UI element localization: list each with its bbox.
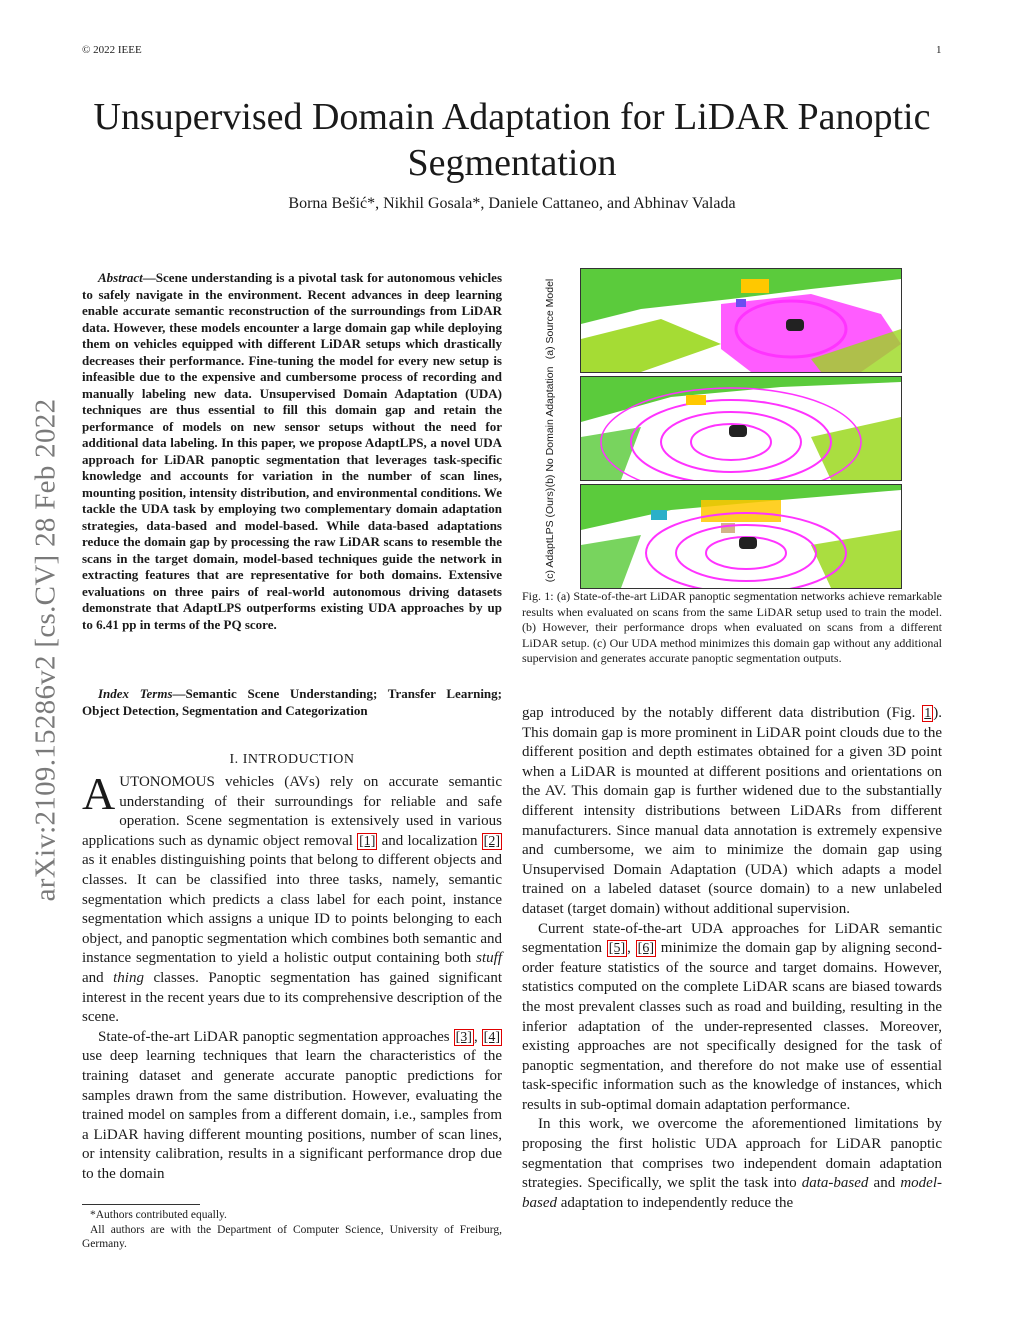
term-thing: thing (113, 969, 144, 986)
term-model-based: model-based (522, 1175, 942, 1211)
intro-text-span: and localization (377, 832, 482, 849)
panel-label-a (530, 268, 570, 371)
right-column-body (522, 704, 942, 1213)
body-text-span: Current state-of-the-art UDA approaches for LiDAR semantic segmentation (522, 920, 942, 957)
intro-text-span: State-of-the-art LiDAR panoptic segmentation approaches (98, 1028, 454, 1045)
figure-ref-link[interactable]: 1 (924, 706, 932, 721)
intro-paragraph-2 (82, 1028, 502, 1185)
body-text-span: ). This domain gap is more prominent in LiDAR point clouds due to the different position and depth estimates obtained for a given 3D point when a LiDAR is mounted at different positions and orientations on the AV. This domain gap is further widened due to the substantially different intensity distributions between LiDARs from different manufacturers. Since manual data annotation is extremely expensive and cumbersome, we aim to minimize the domain gap using Unsupervised Domain Adaptation (UDA) which adapts a model trained on a labeled dataset (source domain) to a new unlabeled dataset (target domain) without additional supervision. (522, 705, 942, 917)
panel-adaptlps (580, 484, 902, 589)
right-paragraph-2 (522, 920, 942, 1116)
intro-text-span: , (473, 1028, 482, 1045)
body-text-span: and (868, 1175, 901, 1192)
body-text-span: In this work, we overcome the aforementioned limitations by proposing the first holistic UDA approach for LiDAR panoptic segmentation that comprises two independent domain adaptation strategies. Specifically, we split the task into (522, 1116, 942, 1192)
author-list: Borna Bešić*, Nikhil Gosala*, Daniele Cattaneo, and Abhinav Valada (288, 195, 736, 212)
lidar-scan-image (581, 377, 901, 480)
introduction-body (82, 768, 502, 1184)
right-paragraph-1 (522, 704, 942, 920)
panel-no-adaptation (580, 376, 902, 481)
citation-link[interactable]: [2] (483, 833, 500, 849)
footnotes (82, 1208, 502, 1252)
abstract-text: —Scene understanding is a pivotal task for autonomous vehicles to safely navigate in the environment. Recent advances in deep learning enable accurate semantic reconstruction of the surroundings from LiDAR data. However, these models encounter a large domain gap while deploying them on vehicles equipped with different LiDAR setups which drastically decreases their performance. Fine-tuning the model for every new setup is infeasible due to the expensive and cumbersome process of recording and manually labeling new data. Unsupervised Domain Adaptation (UDA) techniques are thus essential to fill this domain gap and retain the performance of models on new sensor setups without the need for additional data labeling. In this paper, we propose AdaptLPS, a novel UDA approach for LiDAR panoptic segmentation that leverages task-specific knowledge and accounts for variation in the number of scan lines, mounting position, intensity distribution, and environmental conditions. We tackle the UDA task by employing two complementary domain adaptation strategies, data-based and model-based. While data-based adaptations reduce the domain gap by processing the raw LiDAR scans to resemble the scans in the target domain, model-based techniques guide the network in extracting features that are representative for both domains. Extensive evaluations on three pairs of real-world autonomous driving datasets demonstrate that AdaptLPS outperforms existing UDA approaches by up to 6.41 pp in terms of the PQ score. (82, 270, 502, 632)
intro-text-span: as it enables distinguishing points that belong to different objects and classes. It can be classified into three tasks, namely, semantic segmentation which predicts a class label for each point, instance segmentation which assigns a unique ID to points belonging to each object, and panoptic segmentation which combines both semantic and instance segmentation to yield a holistic output containing both (82, 852, 502, 967)
panel-label-b (530, 366, 570, 488)
arxiv-identifier: arXiv:2109.15286v2 [cs.CV] 28 Feb 2022 (29, 398, 62, 902)
footnote-rule (82, 1204, 200, 1205)
drop-cap: A (82, 768, 116, 819)
intro-text-span: vehicles (AVs) rely on accurate semantic understanding of their surroundings for reliable and safe operation. Scene segmentation is extensively used in various applications such as dynamic object removal (82, 774, 502, 849)
citation-link[interactable]: [4] (483, 1029, 500, 1045)
term-data-based: data-based (801, 1175, 869, 1192)
panel-label-c (530, 484, 570, 587)
body-text-span: , (627, 940, 636, 957)
footnote-affiliation: All authors are with the Department of Computer Science, University of Freiburg, Germany. (82, 1223, 502, 1250)
index-terms-text: —Semantic Scene Understanding; Transfer Learning; Object Detection, Segmentation and Categorization (82, 686, 502, 718)
index-terms-label: Index Terms (98, 686, 173, 701)
section-title-rest: NTRODUCTION (247, 752, 355, 767)
intro-paragraph-1 (82, 768, 502, 1028)
panel-label-text: (b) No Domain Adaptation (544, 366, 556, 488)
panel-source-model (580, 268, 902, 373)
section-title-first: I (242, 752, 248, 767)
intro-text-span: and (82, 969, 114, 986)
panel-label-text: (a) Source Model (544, 278, 556, 360)
citation-link[interactable]: [5] (608, 941, 626, 957)
body-text-span: adaptation to independently reduce the (557, 1194, 794, 1211)
intro-text-span: classes. Panoptic segmentation has gained significant interest in the recent years due to its comprehensive description of the scene. (82, 969, 502, 1026)
section-heading (82, 752, 502, 768)
citation-link[interactable]: [1] (359, 833, 376, 849)
index-terms (82, 686, 502, 719)
lidar-scan-image (581, 485, 901, 588)
citation-link[interactable]: [3] (455, 1029, 472, 1045)
abstract (82, 270, 502, 633)
body-text-span: minimize the domain gap by aligning second-order feature statistics of the source and target domains. However, statistics computed on the complete LiDAR scans are biased towards the most prevalent classes such as road and building, resulting in the inferior adaptation of the under-represented classes. Moreover, existing approaches are not specifically designed for the task of panoptic segmentation, and therefore do not make use of essential task-specific information such as the knowledge of instances, which results in sub-optimal domain adaptation performance. (522, 940, 942, 1113)
copyright-notice: © 2022 IEEE (82, 44, 142, 56)
abstract-label: Abstract (98, 270, 143, 285)
paper-title: Unsupervised Domain Adaptation for LiDAR Panoptic Segmentation (93, 96, 931, 184)
intro-caps: UTONOMOUS (119, 774, 215, 790)
panel-label-text: (c) AdaptLPS (Ours) (544, 487, 556, 583)
intro-text-span: use deep learning techniques that learn the characteristics of the training dataset and generate accurate panoptic predictions for samples drawn from the same distribution. However, evaluating the trained model on samples from a different domain, i.e., samples from a LiDAR having different mounting positions, number of scan lines, or intensity calibration, results in a significant performance drop due to the domain (82, 1048, 502, 1182)
term-stuff: stuff (476, 950, 502, 967)
citation-link[interactable]: [6] (637, 941, 654, 957)
section-number: I. (229, 752, 239, 767)
page-number: 1 (936, 44, 942, 56)
lidar-scan-image (581, 269, 901, 372)
right-paragraph-3 (522, 1115, 942, 1213)
body-text-span: gap introduced by the notably different data distribution (Fig. (522, 705, 923, 721)
footnote-equal-contribution: *Authors contributed equally. (90, 1209, 227, 1221)
figure-caption: Fig. 1: (a) State-of-the-art LiDAR panoptic segmentation networks achieve remarkable results when evaluated on scans from the same LiDAR setup used to train the model. (b) However, their performance drops when evaluated on scans from a different LiDAR setup. (c) Our UDA method minimizes this domain gap without any additional supervision and generates accurate panoptic segmentation outputs. (522, 589, 942, 665)
